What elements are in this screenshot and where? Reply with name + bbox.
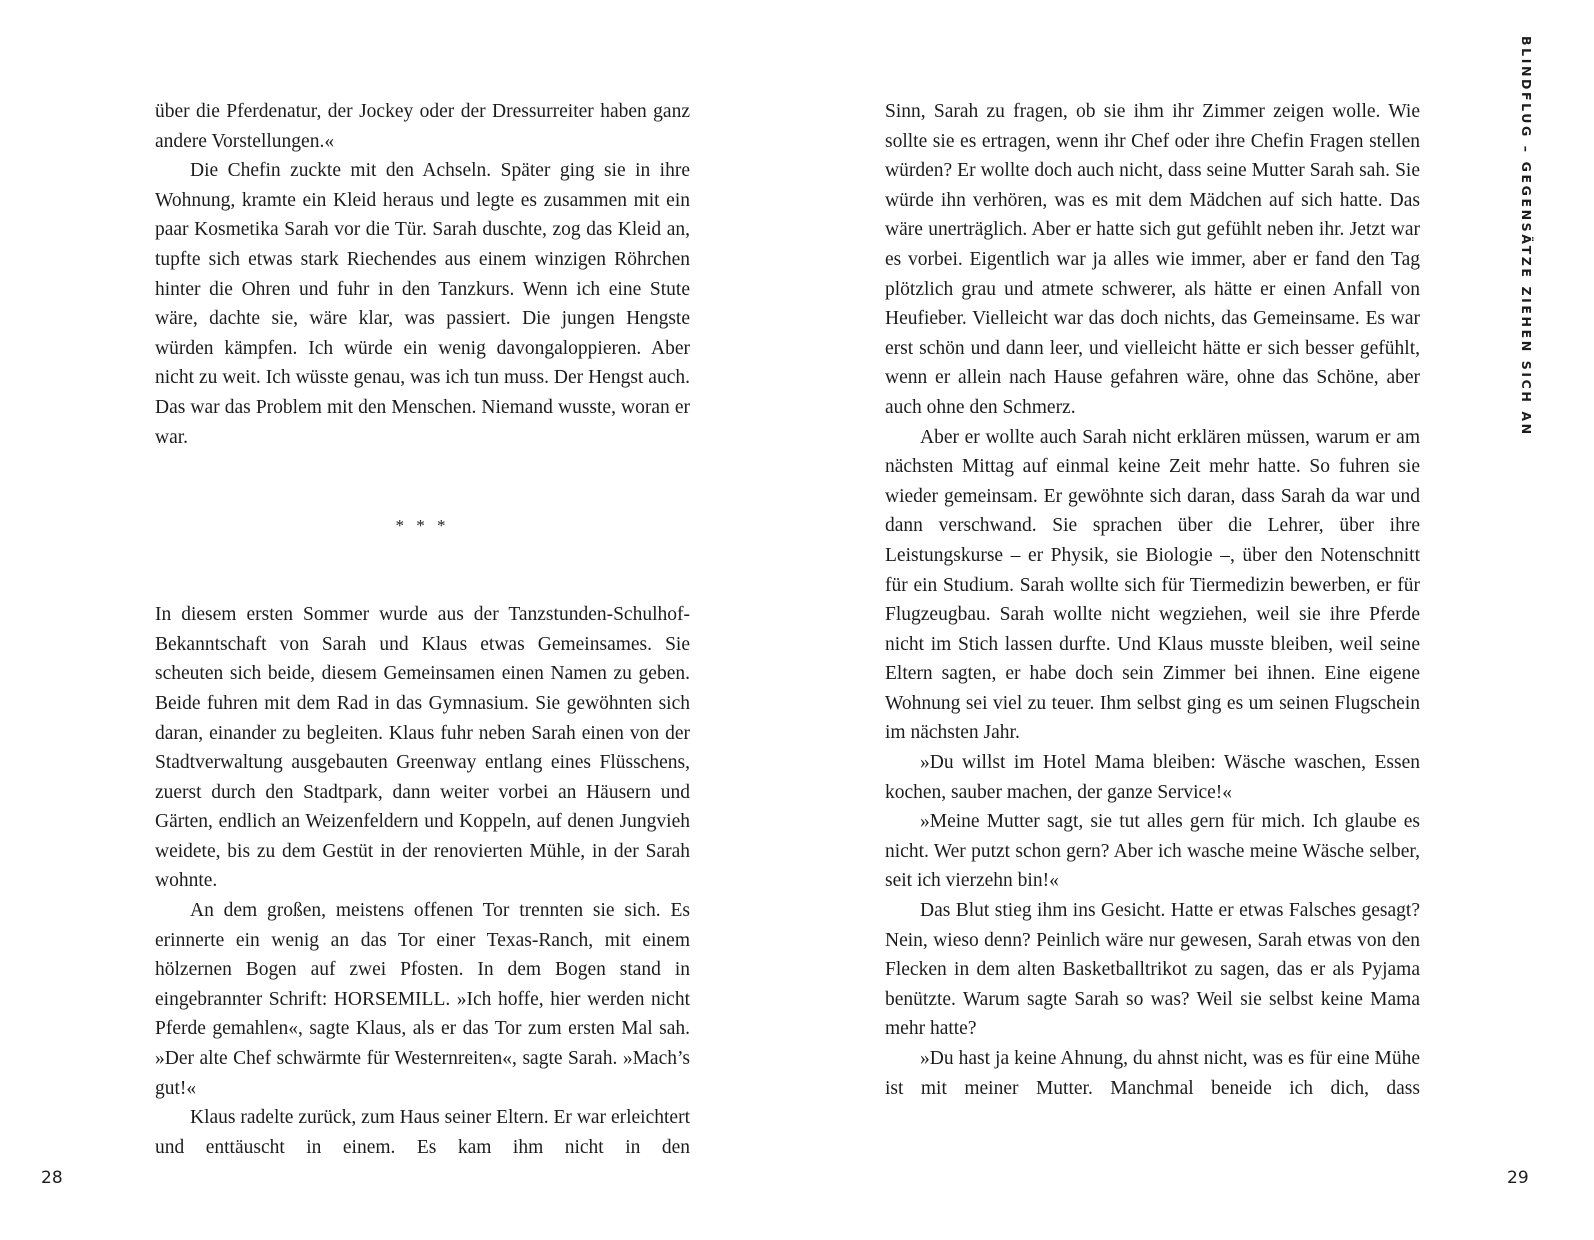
paragraph: »Du willst im Hotel Mama bleiben: Wäsche waschen, Essen kochen, sauber machen, der ganze Service!« bbox=[885, 752, 1420, 803]
paragraph: An dem großen, meistens offenen Tor trennten sie sich. Es erinnerte ein wenig an das Tor einer Texas-Ranch, mit einem hölzernen Bogen auf zwei Pfosten. In dem Bogen stand in eingebrannter Schrift: HORSEMILL. »Ich hoffe, hier werden nicht Pferde gemahlen«, sagte Klaus, als er das Tor zum ersten Mal sah. »Der alte Chef schwärmte für Westernreiten«, sagte Sarah. »Mach’s gut!« bbox=[155, 900, 690, 1099]
left-page-text bbox=[155, 97, 690, 1162]
paragraph: »Du hast ja keine Ahnung, du ahnst nicht, was es für eine Mühe ist mit meiner Mutter. Manchmal beneide ich dich, dass bbox=[885, 1048, 1420, 1099]
right-page-text bbox=[885, 97, 1420, 1103]
paragraph: Das Blut stieg ihm ins Gesicht. Hatte er etwas Falsches gesagt? Nein, wieso denn? Peinlich wäre nur gewesen, Sarah etwas von den Flecken in dem alten Basketballtrikot zu sagen, das er als Pyjama benützte. Warum sagte Sarah so was? Weil sie selbst keine Mama mehr hatte? bbox=[885, 900, 1420, 1040]
paragraph: Klaus radelte zurück, zum Haus seiner Eltern. Er war erleichtert und enttäuscht in einem. Es kam ihm nicht in den bbox=[155, 1107, 690, 1158]
paragraph: Die Chefin zuckte mit den Achseln. Später ging sie in ihre Wohnung, kramte ein Kleid heraus und legte es zusammen mit ein paar Kosmetika Sarah vor die Tür. Sarah duschte, zog das Kleid an, tupfte sich etwas stark Riechendes aus einem winzigen Röhrchen hinter die Ohren und fuhr in den Tanzkurs. Wenn ich eine Stute wäre, dachte sie, wäre klar, was passiert. Die jungen Hengste würden kämpfen. Ich würde ein wenig davongaloppieren. Aber nicht zu weit. Ich wüsste genau, was ich tun muss. Der Hengst auch. Das war das Problem mit den Menschen. Niemand wusste, woran er war. bbox=[155, 160, 690, 448]
paragraph: »Meine Mutter sagt, sie tut alles gern für mich. Ich glaube es nicht. Wer putzt schon gern? Aber ich wasche meine Wäsche selber, seit ich vierzehn bin!« bbox=[885, 811, 1420, 892]
paragraph: Sinn, Sarah zu fragen, ob sie ihm ihr Zimmer zeigen wolle. Wie sollte sie es ertragen, wenn ihr Chef oder ihre Chefin Fragen stellen würden? Er wollte doch auch nicht, dass seine Mutter Sarah sah. Sie würde ihn verhören, was es mit dem Mädchen auf sich hatte. Das wäre unerträglich. Aber er hatte sich gut gefühlt neben ihr. Jetzt war es vorbei. Eigentlich war ja alles wie immer, aber er fand den Tag plötzlich grau und atmete schwerer, als hätte er einen Anfall von Heufieber. Vielleicht war das doch nichts, das Gemeinsame. Es war erst schön und dann leer, und vielleicht hätte er sich besser gefühlt, wenn er allein nach Hause gefahren wäre, ohne das Schöne, aber auch ohne den Schmerz. bbox=[885, 101, 1420, 418]
right-page bbox=[797, 0, 1594, 1240]
page-number-left: 28 bbox=[41, 1168, 63, 1188]
running-head: BLINDFLUG – GEGENSÄTZE ZIEHEN SICH AN bbox=[1519, 36, 1534, 437]
section-separator: * * * bbox=[395, 516, 450, 536]
page-number-right: 29 bbox=[1507, 1168, 1529, 1188]
paragraph: In diesem ersten Sommer wurde aus der Tanzstunden-Schulhof-Bekanntschaft von Sarah und Klaus etwas Gemeinsames. Sie scheuten sich beide, diesem Gemeinsamen einen Namen zu geben. Beide fuhren mit dem Rad in das Gymnasium. Sie gewöhnten sich daran, einander zu begleiten. Klaus fuhr neben Sarah einen von der Stadtverwaltung ausgebauten Greenway entlang eines Flüsschens, zuerst durch den Stadtpark, dann weiter vorbei an Häusern und Gärten, endlich an Weizenfeldern und Koppeln, auf denen Jungvieh weidete, bis zu dem Gestüt in der renovierten Mühle, in der Sarah wohnte. bbox=[155, 604, 690, 892]
paragraph: über die Pferdenatur, der Jockey oder der Dressurreiter haben ganz andere Vorstellungen.« bbox=[155, 101, 690, 152]
paragraph: Aber er wollte auch Sarah nicht erklären müssen, warum er am nächsten Mittag auf einmal keine Zeit mehr hatte. So fuhren sie wieder gemeinsam. Er gewöhnte sich daran, dass Sarah da war und dann verschwand. Sie sprachen über die Lehrer, über ihre Leistungskurse – er Physik, sie Biologie –, über den Notenschnitt für ein Studium. Sarah wollte sich für Tiermedizin bewerben, er für Flugzeugbau. Sarah wollte nicht wegziehen, weil sie ihre Pferde nicht im Stich lassen durfte. Und Klaus musste bleiben, weil seine Eltern sagten, er habe doch sein Zimmer bei ihnen. Eine eigene Wohnung sei viel zu teuer. Ihm selbst ging es um seinen Flugschein im nächsten Jahr. bbox=[885, 426, 1420, 744]
